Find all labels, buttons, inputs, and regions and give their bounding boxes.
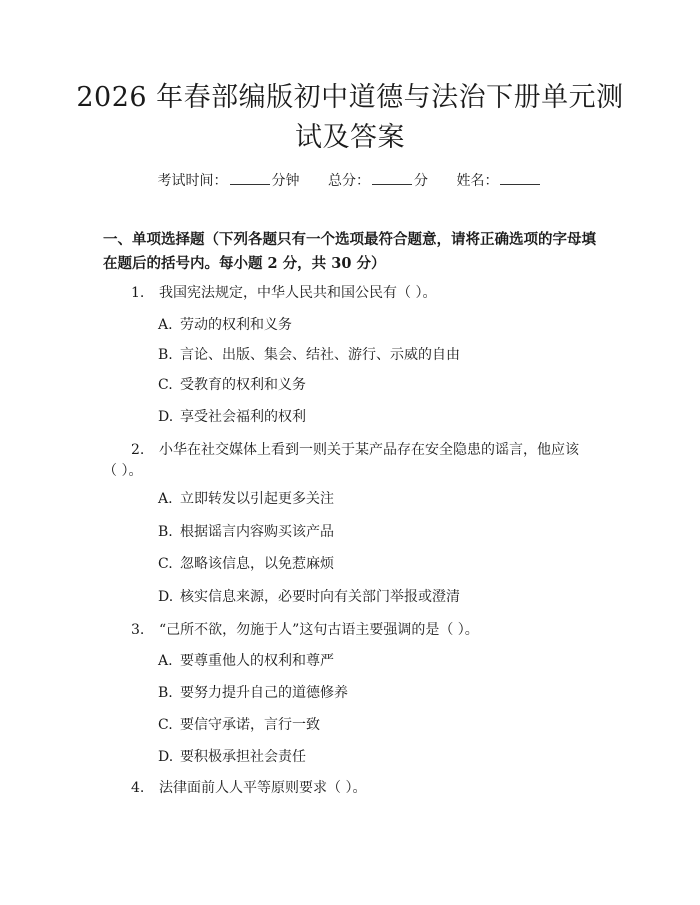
option-2c [158,553,334,575]
option-letter: D. [158,409,174,425]
question-4 [131,776,366,800]
option-1c [158,374,306,396]
option-letter: B. [158,524,173,540]
option-2d [158,586,460,608]
option-text: 立即转发以引起更多关注 [180,491,334,507]
option-text: 要尊重他人的权利和尊严 [180,653,334,669]
student-name-blank [500,174,540,185]
exam-time-field [158,170,300,190]
option-text: 要信守承诺，言行一致 [180,717,320,733]
option-text: 受教育的权利和义务 [180,377,306,393]
option-letter: D. [158,749,174,765]
option-letter: C. [158,717,173,733]
question-number: 1. [131,285,145,301]
option-1d [158,406,306,428]
total-score-label: 总分： [328,173,370,189]
option-1b [158,344,460,366]
question-number: 4. [131,780,145,796]
option-letter: D. [158,589,174,605]
option-letter: C. [158,556,173,572]
exam-time-blank [230,174,270,185]
option-text: 言论、出版、集会、结社、游行、示威的自由 [180,347,460,363]
total-score-blank [372,174,412,185]
exam-time-label: 考试时间： [157,173,228,189]
option-letter: A. [158,317,173,333]
option-2a [158,488,334,510]
option-1a [158,314,292,336]
exam-time-unit: 分钟 [271,173,300,189]
question-text: “己所不欲，勿施于人”这句古语主要强调的是（ ）。 [159,622,479,638]
option-text: 要积极承担社会责任 [180,749,306,765]
total-score-field [328,170,428,190]
option-text: 忽略该信息，以免惹麻烦 [180,556,334,572]
option-letter: A. [158,491,173,507]
option-letter: A. [158,653,173,669]
student-name-field [456,170,542,190]
section-heading: 一、单项选择题（下列各题只有一个选项最符合题意，请将正确选项的字母填在题后的括号内。每小题 2 分，共 30 分） [103,231,596,272]
option-2b [158,521,334,543]
option-letter: B. [158,685,173,701]
option-letter: C. [158,377,173,393]
question-text: 法律面前人人平等原则要求（ ）。 [159,780,367,796]
option-text: 要努力提升自己的道德修养 [180,685,348,701]
question-2-continuation: （ ）。 [103,463,143,479]
document-title [60,78,640,158]
title-line-2: 试及答案 [295,122,405,153]
question-2 [131,438,579,462]
option-3d [158,746,306,768]
option-letter: B. [158,347,173,363]
question-text: 小华在社交媒体上看到一则关于某产品存在安全隐患的谣言，他应该 [159,442,579,458]
option-text: 根据谣言内容购买该产品 [180,524,334,540]
exam-meta [0,170,700,190]
question-3 [131,618,479,642]
title-line-1: 2026 年春部编版初中道德与法治下册单元测 [76,82,624,113]
question-1 [131,281,436,305]
total-score-unit: 分 [414,173,428,189]
option-3a [158,650,334,672]
option-text: 劳动的权利和义务 [180,317,292,333]
option-3b [158,682,348,704]
option-text: 核实信息来源，必要时向有关部门举报或澄清 [180,589,460,605]
option-text: 享受社会福利的权利 [180,409,306,425]
question-text: 我国宪法规定，中华人民共和国公民有（ ）。 [159,285,437,301]
option-3c [158,714,320,736]
question-number: 2. [131,442,145,458]
question-number: 3. [131,622,145,638]
student-name-label: 姓名： [456,173,499,189]
